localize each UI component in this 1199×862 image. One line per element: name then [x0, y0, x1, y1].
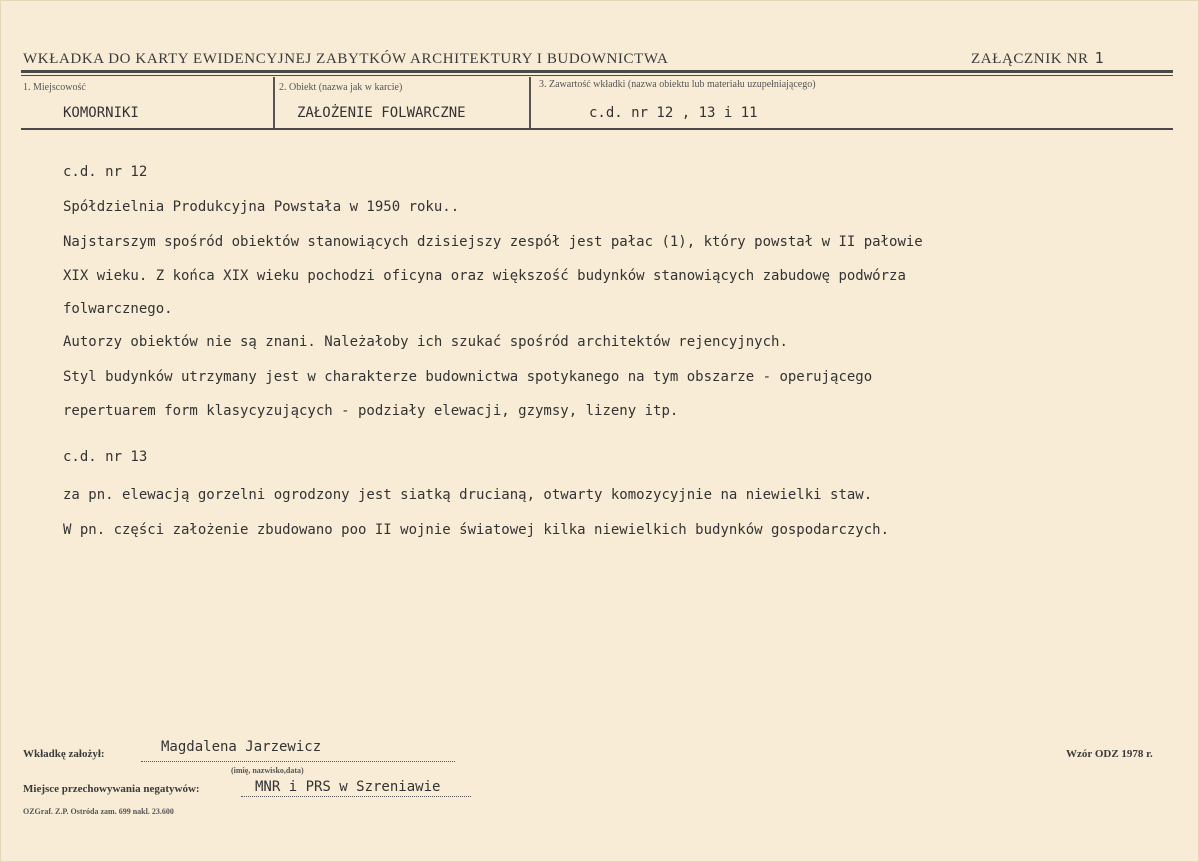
fields-rule: [21, 128, 1173, 130]
print-info: OZGraf. Z.P. Ostróda zam. 699 nakl. 23.600: [23, 807, 174, 816]
body-line: W pn. części założenie zbudowano poo II wojnie światowej kilka niewielkich budynków gospodarczych.: [63, 522, 890, 538]
storage-dotted-line: [241, 796, 471, 797]
annex-number-label: [971, 49, 1104, 68]
body-line: repertuarem form klasycyzujących - podziały elewacji, gzymsy, lizeny itp.: [63, 403, 679, 419]
object-label: 2. Obiekt (nazwa jak w karcie): [279, 82, 403, 93]
body-line: za pn. elewacją gorzelni ogrodzony jest siatką drucianą, otwarty komozycyjnie na niewielki staw.: [63, 487, 873, 503]
object-value: ZAŁOŻENIE FOLWARCZNE: [297, 105, 466, 121]
author-hint: (imię, nazwisko,data): [231, 766, 304, 775]
body-line: Spółdzielnia Produkcyjna Powstała w 1950 roku..: [63, 199, 460, 215]
storage-label: Miejsce przechowywania negatywów:: [23, 783, 200, 795]
body-line: Autorzy obiektów nie są znani. Należałoby ich szukać spośród architektów rejencyjnych.: [63, 334, 788, 350]
author-dotted-line: [141, 761, 455, 762]
header-rule-thin: [21, 75, 1173, 76]
body-line: folwarcznego.: [63, 301, 173, 317]
content-value: c.d. nr 12 , 13 i 11: [589, 105, 758, 121]
body-line: c.d. nr 12: [63, 164, 148, 180]
body-line: Styl budynków utrzymany jest w charakterze budownictwa spotykanego na tym obszarze - operującego: [63, 369, 873, 385]
author-value: Magdalena Jarzewicz: [161, 739, 322, 755]
field-divider-1: [273, 77, 275, 129]
content-label: 3. Zawartość wkładki (nazwa obiektu lub materiału uzupełniającego): [539, 79, 816, 90]
annex-number: 1: [1094, 49, 1105, 67]
place-label: 1. Miejscowość: [23, 82, 86, 93]
author-label: Wkładkę założył:: [23, 748, 105, 760]
storage-value: MNR i PRS w Szreniawie: [255, 779, 441, 795]
annex-label: ZAŁĄCZNIK NR: [971, 51, 1089, 67]
form-title: WKŁADKA DO KARTY EWIDENCYJNEJ ZABYTKÓW ARCHITEKTURY I BUDOWNICTWA: [23, 51, 669, 67]
field-divider-2: [529, 77, 531, 129]
body-line: Najstarszym spośród obiektów stanowiących dzisiejszy zespół jest pałac (1), który powstał w II pałowie: [63, 234, 923, 250]
body-line: XIX wieku. Z końca XIX wieku pochodzi oficyna oraz większość budynków stanowiących zabudowę podwórza: [63, 268, 906, 284]
template-label: Wzór ODZ 1978 r.: [1066, 748, 1153, 760]
body-line: c.d. nr 13: [63, 449, 148, 465]
header-rule: [21, 70, 1173, 73]
place-value: KOMORNIKI: [63, 105, 139, 121]
